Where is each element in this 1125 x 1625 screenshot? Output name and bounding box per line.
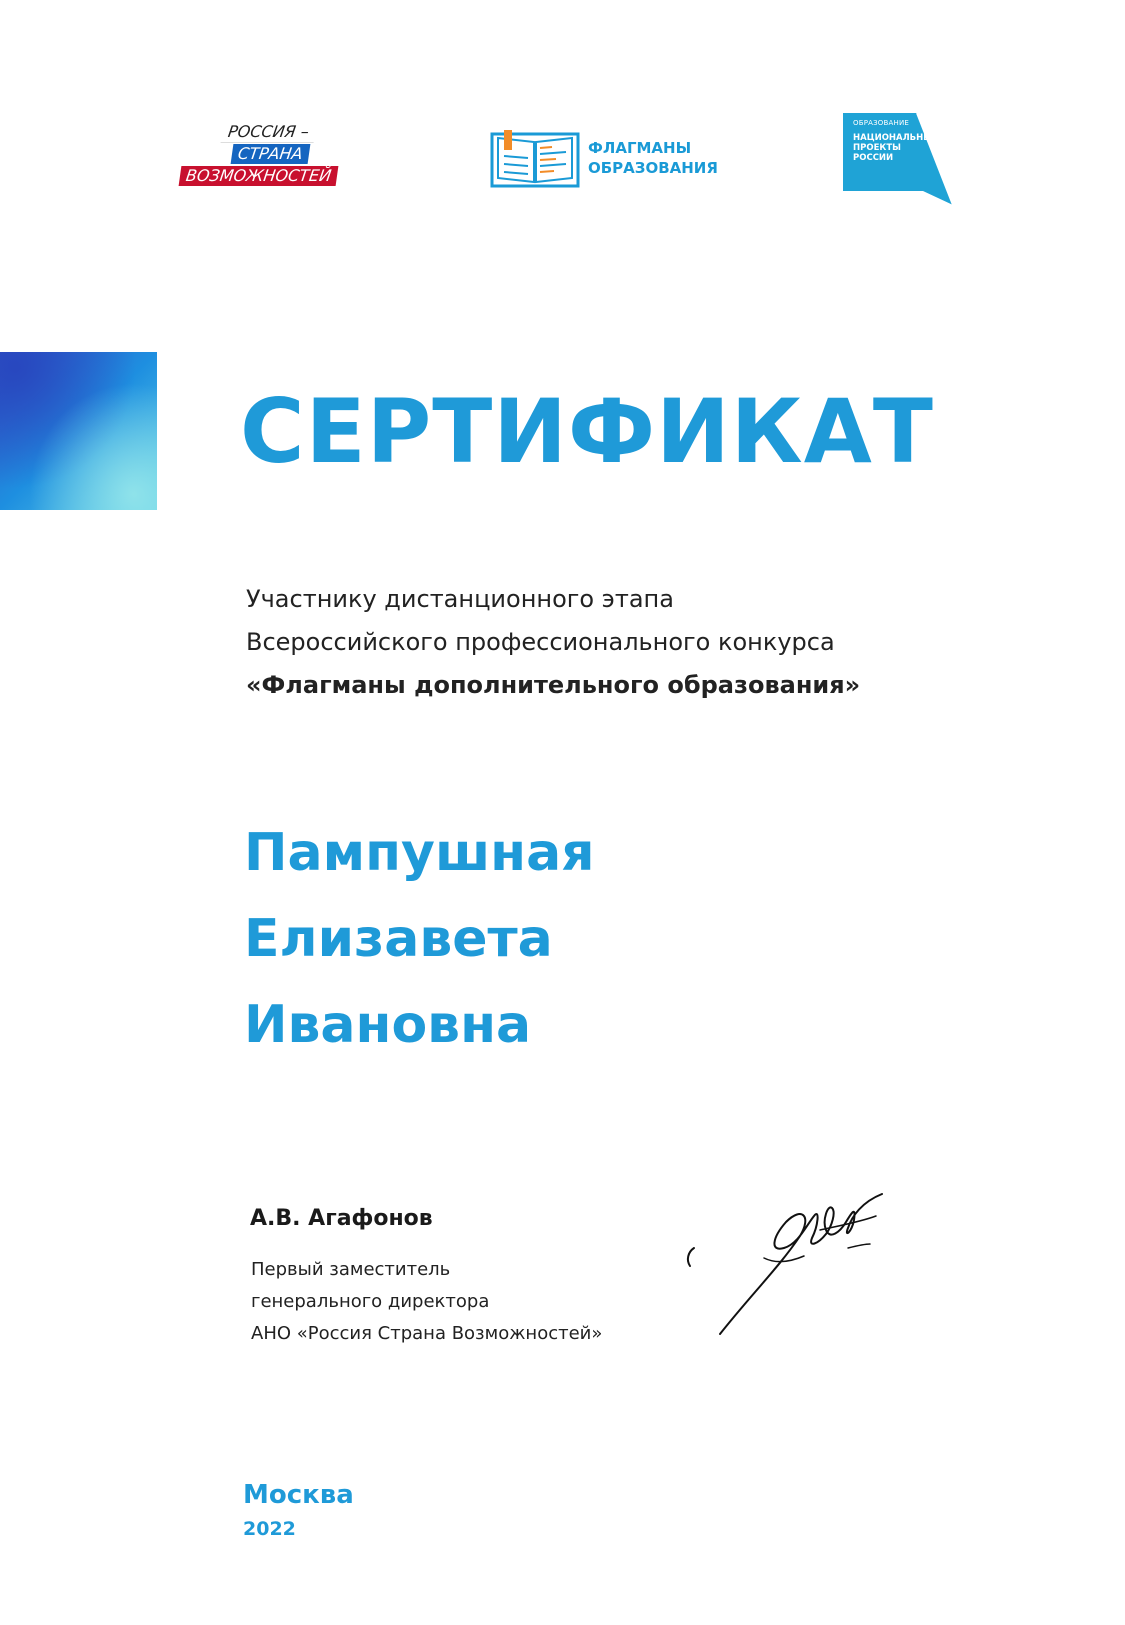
recipient-surname: Пампушная: [244, 823, 595, 883]
rsv-logo-line-1: РОССИЯ –: [221, 122, 317, 143]
contest-name: «Флагманы дополнительного образования»: [246, 671, 861, 699]
decorative-gradient-block: [0, 352, 157, 510]
recipient-name: [244, 810, 595, 1068]
flagmany-logo-line-1: ФЛАГМАНЫ: [588, 139, 692, 157]
national-projects-line-3: РОССИИ: [853, 153, 894, 163]
national-projects-small-label: ОБРАЗОВАНИЕ: [853, 119, 910, 127]
certificate-description: [246, 578, 860, 707]
issue-year: 2022: [243, 1518, 296, 1540]
flagmany-education-logo: [490, 128, 730, 190]
description-line-2: Всероссийского профессионального конкурса: [246, 628, 835, 656]
handwritten-signature: [680, 1186, 910, 1346]
flagmany-logo-text: [588, 138, 718, 178]
signatory-role: [251, 1254, 602, 1350]
issue-city: Москва: [243, 1480, 354, 1510]
national-projects-logo: [843, 113, 953, 205]
description-line-1: Участнику дистанционного этапа: [246, 585, 674, 613]
signatory-role-line-1: Первый заместитель: [251, 1259, 451, 1280]
recipient-first-name: Елизавета: [244, 909, 553, 969]
signatory-role-line-2: генерального директора: [251, 1291, 490, 1312]
russia-land-of-opportunity-logo: [180, 122, 360, 192]
open-book-icon: [490, 128, 582, 190]
flagmany-logo-line-2: ОБРАЗОВАНИЯ: [588, 159, 718, 177]
certificate-title: СЕРТИФИКАТ: [240, 380, 934, 483]
signatory-role-line-3: АНО «Россия Страна Возможностей»: [251, 1323, 603, 1344]
national-projects-line-2: ПРОЕКТЫ: [853, 143, 901, 153]
national-projects-line-1: НАЦИОНАЛЬНЫЕ: [853, 133, 938, 143]
national-projects-title: [853, 133, 938, 163]
signatory-name: А.В. Агафонов: [250, 1206, 433, 1231]
rsv-logo-line-2: СТРАНА: [231, 144, 310, 164]
recipient-patronymic: Ивановна: [244, 995, 532, 1055]
rsv-logo-line-3: ВОЗМОЖНОСТЕЙ: [179, 166, 339, 186]
